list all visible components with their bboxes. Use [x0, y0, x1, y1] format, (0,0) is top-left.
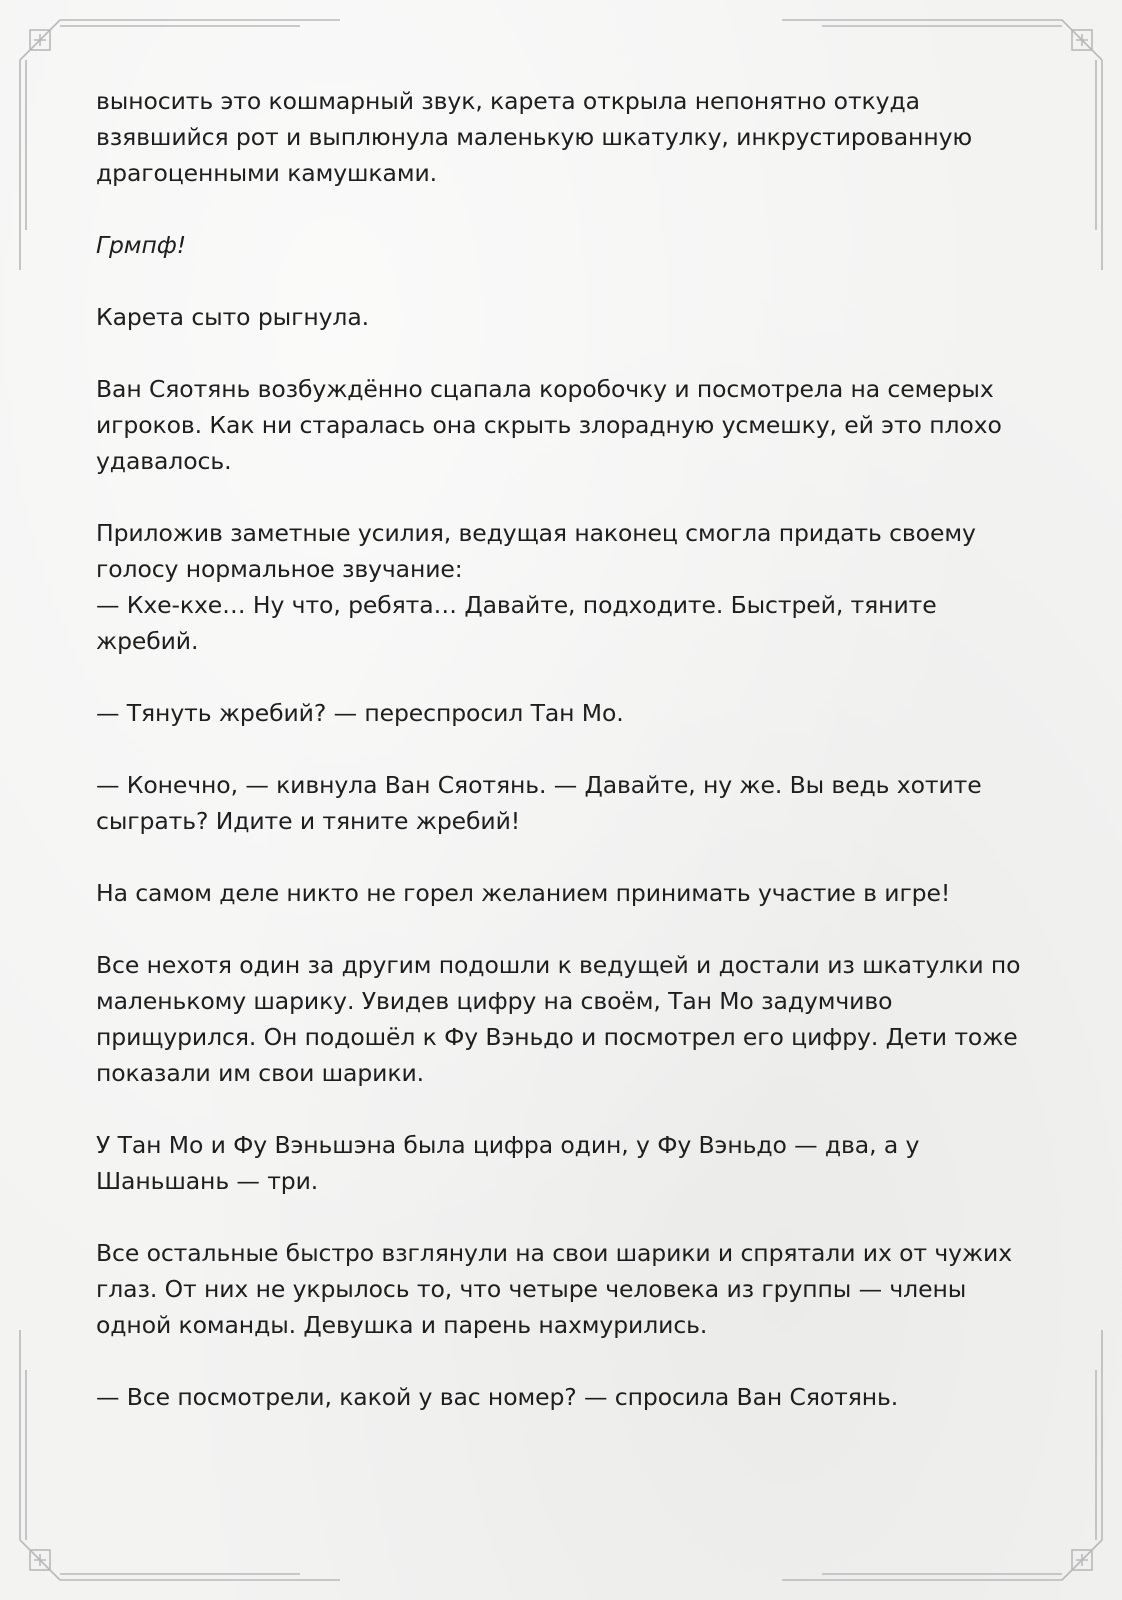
- paragraph-italic: [96, 227, 1026, 263]
- text-line: сыграть? Идите и тяните жребий!: [96, 807, 521, 835]
- paragraph: [96, 1127, 1026, 1199]
- paragraph: [96, 947, 1026, 1091]
- text-line: Шаньшань — три.: [96, 1167, 319, 1195]
- paragraph: [96, 875, 1026, 911]
- text-line: жребий.: [96, 627, 199, 655]
- chapter-text: [96, 83, 1026, 1415]
- text-line: — Тянуть жребий? — переспросил Тан Мо.: [96, 699, 624, 727]
- text-line: — Конечно, — кивнула Ван Сяотянь. — Давайте, ну же. Вы ведь хотите: [96, 771, 982, 799]
- paragraph: [96, 83, 1026, 191]
- text-line: — Кхе-кхе… Ну что, ребята… Давайте, подходите. Быстрей, тяните: [96, 591, 937, 619]
- text-line: взявшийся рот и выплюнула маленькую шкатулку, инкрустированную: [96, 123, 973, 151]
- text-line: показали им свои шарики.: [96, 1059, 424, 1087]
- paragraph: [96, 767, 1026, 839]
- text-line: Карета сыто рыгнула.: [96, 303, 370, 331]
- text-line: Все остальные быстро взглянули на свои шарики и спрятали их от чужих: [96, 1239, 1013, 1267]
- text-line: — Все посмотрели, какой у вас номер? — спросила Ван Сяотянь.: [96, 1383, 899, 1411]
- paragraph: [96, 1379, 1026, 1415]
- text-line: одной команды. Девушка и парень нахмурились.: [96, 1311, 708, 1339]
- text-line: выносить это кошмарный звук, карета открыла непонятно откуда: [96, 87, 920, 115]
- text-line: У Тан Мо и Фу Вэньшэна была цифра один, у Фу Вэньдо — два, а у: [96, 1131, 920, 1159]
- text-line: Грмпф!: [96, 231, 187, 259]
- text-line: прищурился. Он подошёл к Фу Вэньдо и посмотрел его цифру. Дети тоже: [96, 1023, 1018, 1051]
- text-line: глаз. От них не укрылось то, что четыре человека из группы — члены: [96, 1275, 967, 1303]
- text-line: Все нехотя один за другим подошли к ведущей и достали из шкатулки по: [96, 951, 1021, 979]
- text-line: На самом деле никто не горел желанием принимать участие в игре!: [96, 879, 951, 907]
- paragraph: [96, 299, 1026, 335]
- text-line: удавалось.: [96, 447, 232, 475]
- paragraph: [96, 515, 1026, 659]
- text-line: игроков. Как ни старалась она скрыть злорадную усмешку, ей это плохо: [96, 411, 1002, 439]
- text-line: голосу нормальное звучание:: [96, 555, 463, 583]
- text-line: драгоценными камушками.: [96, 159, 437, 187]
- text-line: маленькому шарику. Увидев цифру на своём, Тан Мо задумчиво: [96, 987, 893, 1015]
- text-line: Ван Сяотянь возбуждённо сцапала коробочку и посмотрела на семерых: [96, 375, 994, 403]
- paragraph: [96, 695, 1026, 731]
- text-line: Приложив заметные усилия, ведущая наконец смогла придать своему: [96, 519, 976, 547]
- paragraph: [96, 1235, 1026, 1343]
- paragraph: [96, 371, 1026, 479]
